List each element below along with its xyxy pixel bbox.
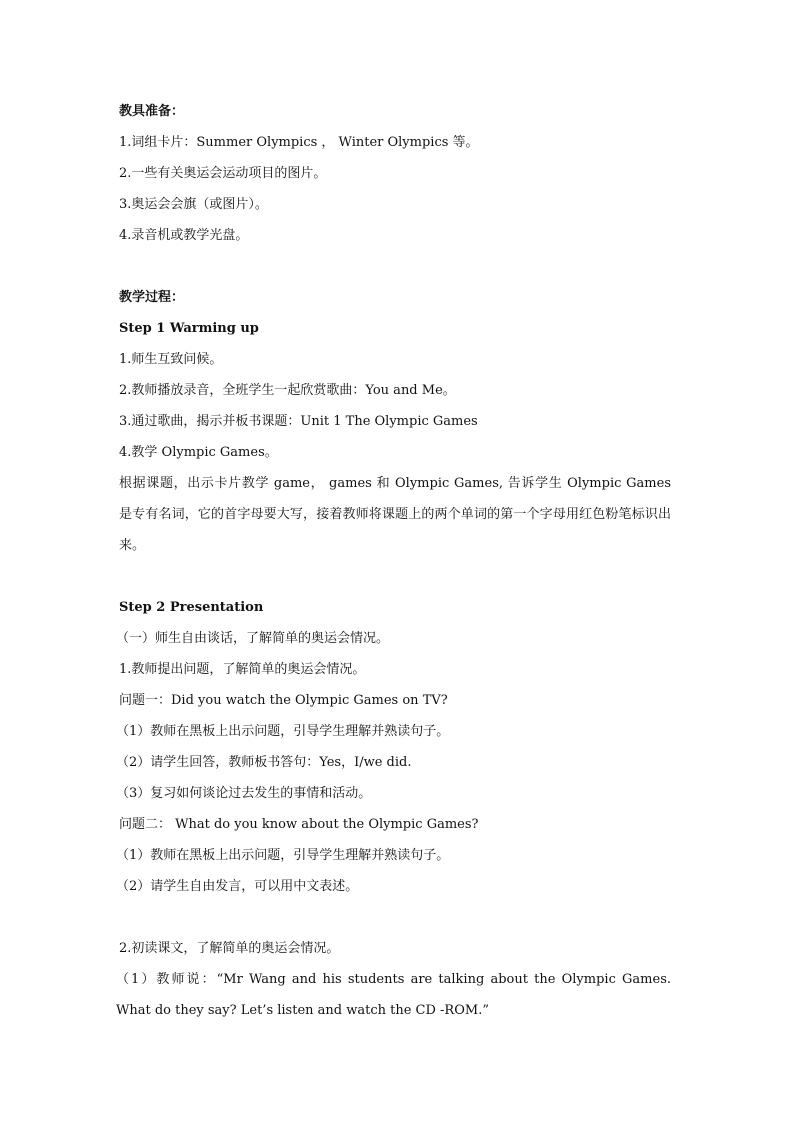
blank-line <box>119 561 671 592</box>
step2-paragraph: （1）教师说：“Mr Wang and his students are talking about the Olympic Games. What do they say? Let’s listen and watch the CD -ROM.” <box>116 972 671 1018</box>
step2-item-6: （3）复习如何谈论过去发生的事情和活动。 <box>116 786 372 801</box>
tools-item-4: 4.录音机或教学光盘。 <box>119 228 249 243</box>
step2-item-7: 问题二： What do you know about the Olympic Games? <box>119 817 479 832</box>
step2-item-5: （2）请学生回答，教师板书答句：Yes，I/we did. <box>116 755 412 770</box>
blank-line <box>119 902 671 933</box>
step1-item-4: 4.教学 Olympic Games。 <box>119 445 278 460</box>
step1-heading: Step 1 Warming up <box>119 321 259 336</box>
step2-part2-heading: 2.初读课文，了解简单的奥运会情况。 <box>119 941 340 956</box>
blank-line <box>119 251 671 282</box>
step1-paragraph: 根据课题，出示卡片教学 game， games 和 Olympic Games, 告诉学生 Olympic Games 是专有名词，它的首字母要大写，接着教师将课题上的两个单词的第一个字母用红色粉笔标识出来。 <box>119 476 671 553</box>
tools-heading: 教具准备： <box>119 104 185 119</box>
lesson-plan-content <box>116 96 671 1026</box>
tools-item-2: 2.一些有关奥运会运动项目的图片。 <box>119 166 327 181</box>
step2-item-2: 1.教师提出问题，了解简单的奥运会情况。 <box>119 662 366 677</box>
step2-item-8: （1）教师在黑板上出示问题，引导学生理解并熟读句子。 <box>116 848 450 863</box>
step2-item-1: （一）师生自由谈话，了解简单的奥运会情况。 <box>116 631 390 646</box>
tools-item-1: 1.词组卡片：Summer Olympics ， Winter Olympics 等。 <box>119 135 479 150</box>
step2-item-4: （1）教师在黑板上出示问题，引导学生理解并熟读句子。 <box>116 724 450 739</box>
step1-item-1: 1.师生互致问候。 <box>119 352 223 367</box>
step2-heading: Step 2 Presentation <box>119 600 264 615</box>
tools-item-3: 3.奥运会会旗（或图片）。 <box>119 197 268 212</box>
step1-item-2: 2.教师播放录音，全班学生一起欣赏歌曲：You and Me。 <box>119 383 456 398</box>
step1-item-3: 3.通过歌曲，揭示并板书课题：Unit 1 The Olympic Games <box>119 414 478 429</box>
step2-item-3: 问题一：Did you watch the Olympic Games on TV? <box>119 693 448 708</box>
step2-item-9: （2）请学生自由发言，可以用中文表述。 <box>116 879 359 894</box>
process-heading: 教学过程： <box>119 290 185 305</box>
